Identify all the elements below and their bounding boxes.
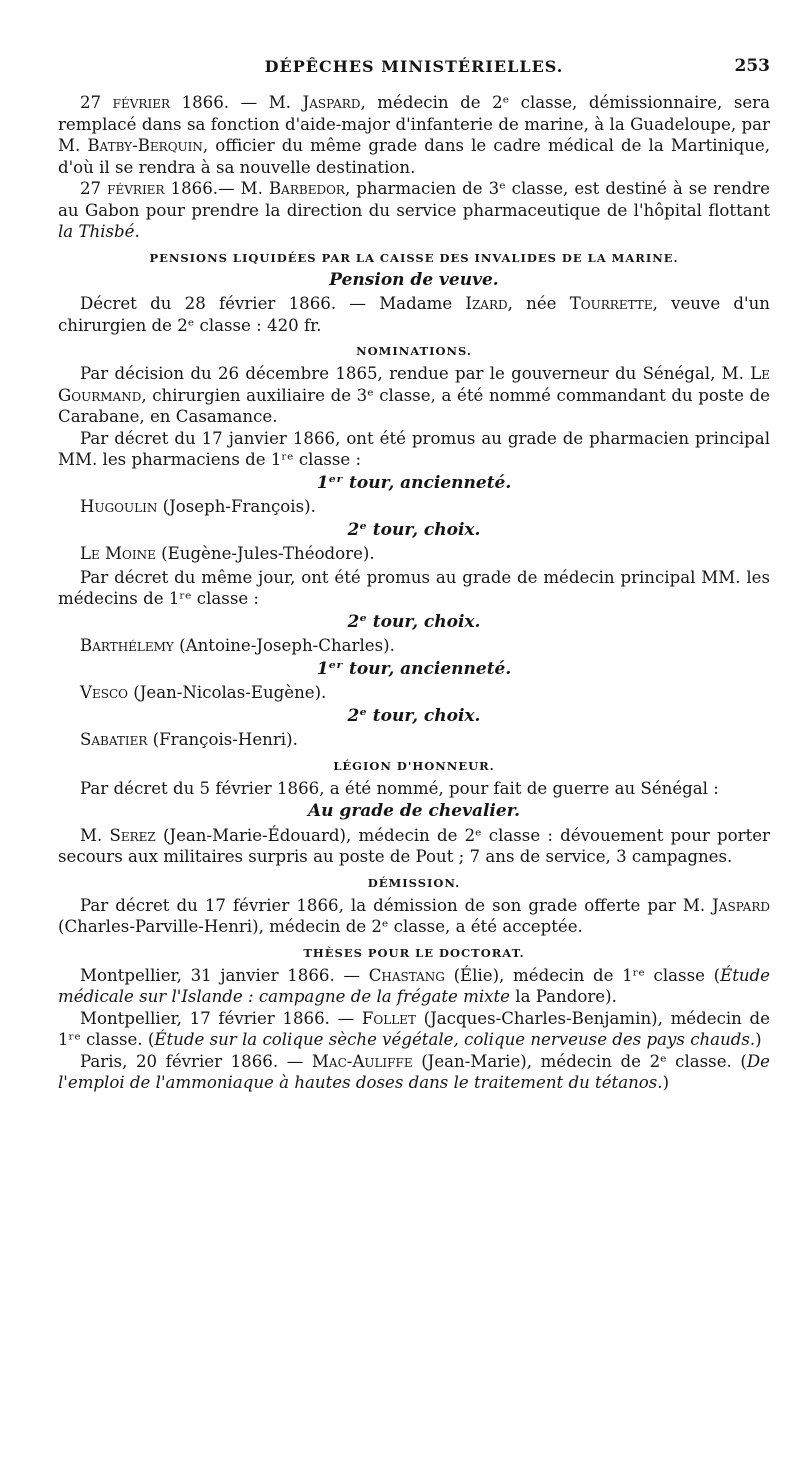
text: M. bbox=[80, 825, 110, 845]
paragraph-pharmaciens: Par décret du 17 janvier 1866, ont été promus au grade de pharmacien principal MM. les pharmaciens de 1ʳᵉ classe : bbox=[58, 428, 770, 469]
thesis-title: De l'emploi de l'ammoniaque à hautes doses dans le traitement du tétanos. bbox=[58, 1051, 770, 1092]
subheading-chevalier: Au grade de chevalier. bbox=[307, 801, 521, 821]
person-name: Follet bbox=[361, 1008, 416, 1028]
text: Montpellier, 17 février 1866. — bbox=[80, 1008, 362, 1028]
text: Par décision du 26 décembre 1865, rendue par le gouverneur du Sénégal, M. bbox=[80, 364, 751, 383]
person-name: Vesco bbox=[80, 683, 128, 702]
person-name: Chastang bbox=[368, 965, 445, 985]
person-name: Batby-Berquin bbox=[87, 136, 203, 155]
text: , née bbox=[507, 294, 570, 313]
list-item bbox=[80, 729, 770, 751]
text: Par décret du 17 février 1866, la démission de son grade offerte par M. bbox=[80, 895, 713, 915]
text: ) bbox=[662, 1073, 670, 1092]
text: (Charles-Parville-Henri), médecin de 2ᵉ classe, a été acceptée. bbox=[58, 917, 583, 936]
text: (Jean-Marie-Édouard), médecin de 2ᵉ classe : dévouement pour porter secours aux militaires surpris au poste de Pout ; 7 ans de service, 3 campagnes. bbox=[58, 825, 770, 866]
person-name: Barthélemy bbox=[80, 636, 174, 655]
subheading-tour: 1ᵉʳ tour, ancienneté. bbox=[316, 472, 512, 493]
paragraph-barbedor bbox=[58, 178, 770, 243]
text: Décret du 28 février 1866. — Madame bbox=[80, 294, 466, 313]
person-name: Le Gourmand bbox=[58, 364, 770, 405]
section-heading-nominations: NOMINATIONS. bbox=[356, 344, 472, 358]
paragraph-serez bbox=[58, 825, 770, 868]
subheading-tour: 2ᵉ tour, choix. bbox=[347, 519, 481, 540]
ship-name: la Thisbé bbox=[58, 222, 135, 241]
person-name: Jaspard bbox=[712, 895, 770, 915]
person-name: Sabatier bbox=[80, 730, 148, 749]
date: 27 février 1866. bbox=[80, 179, 219, 198]
person-name: Mac-Auliffe bbox=[311, 1051, 413, 1071]
text: (Antoine-Joseph-Charles). bbox=[173, 636, 395, 655]
paragraph-thesis-mac-auliffe bbox=[58, 1051, 770, 1094]
paragraph-thesis-chastang bbox=[58, 965, 770, 1008]
person-name: Barbedor bbox=[268, 179, 345, 198]
paragraph-le-gourmand bbox=[58, 363, 770, 428]
paragraph-jaspard-replacement bbox=[58, 92, 770, 178]
text: — M. bbox=[218, 179, 269, 198]
page-number: 253 bbox=[734, 56, 770, 76]
text: (Eugène-Jules-Théodore). bbox=[155, 544, 375, 563]
subheading-tour: 2ᵉ tour, choix. bbox=[347, 611, 481, 632]
subheading-pension-veuve: Pension de veuve. bbox=[329, 269, 499, 290]
text: (Jean-Marie), médecin de 2ᵉ classe. ( bbox=[412, 1051, 747, 1071]
text: — M. bbox=[229, 93, 303, 112]
paragraph-demission bbox=[58, 895, 770, 938]
paragraph-medecins: Par décret du même jour, ont été promus au grade de médecin principal MM. les médecins de 1ʳᵉ classe : bbox=[58, 567, 770, 608]
person-name: Serez bbox=[109, 825, 156, 845]
list-item bbox=[80, 543, 770, 565]
text: , pharmacien de 3ᵉ classe, est destiné à se rendre au Gabon pour prendre la direction du service pharmaceutique de l'hôpital flottant bbox=[58, 179, 770, 220]
text: (Élie), médecin de 1ʳᵉ classe ( bbox=[444, 965, 721, 985]
section-heading-demission: DÉMISSION. bbox=[367, 875, 461, 890]
text: , médecin de 2ᵉ classe, démissionnaire, sera remplacé dans sa fonction d'aide-major d'infanterie de marine, à la Guadeloupe, par M. bbox=[58, 93, 770, 155]
text: Montpellier, 31 janvier 1866. — bbox=[80, 965, 369, 985]
thesis-title: Étude médicale sur l'Islande : campagne de la frégate mixte bbox=[58, 965, 770, 1006]
person-name: Izard bbox=[465, 294, 508, 313]
paragraph-legion-decree: Par décret du 5 février 1866, a été nommé, pour fait de guerre au Sénégal : bbox=[80, 778, 719, 798]
document-page bbox=[58, 56, 770, 1094]
text: , officier du même grade dans le cadre médical de la Martinique, d'où il se rendra à sa nouvelle destination. bbox=[58, 136, 771, 177]
list-item bbox=[80, 496, 770, 518]
section-heading-pensions: PENSIONS LIQUIDÉES PAR LA CAISSE DES INVALIDES DE LA MARINE. bbox=[149, 250, 679, 265]
text: (Jean-Nicolas-Eugène). bbox=[127, 683, 327, 702]
list-item bbox=[80, 635, 770, 657]
text: (Jacques-Charles-Benjamin), médecin de 1ʳᵉ classe. ( bbox=[58, 1008, 770, 1049]
subheading-tour: 1ᵉʳ tour, ancienneté. bbox=[316, 658, 512, 679]
page-title: DÉPÊCHES MINISTÉRIELLES. bbox=[264, 57, 564, 76]
text: (Joseph-François). bbox=[157, 497, 316, 516]
person-name: Tourrette bbox=[569, 294, 653, 313]
text: ) bbox=[755, 1030, 762, 1049]
subheading-tour: 2ᵉ tour, choix. bbox=[347, 705, 481, 726]
section-heading-legion: LÉGION D'HONNEUR. bbox=[333, 758, 495, 773]
text: Paris, 20 février 1866. — bbox=[80, 1051, 312, 1071]
section-heading-theses: THÈSES POUR LE DOCTORAT. bbox=[303, 945, 525, 960]
text: , veuve d'un chirurgien de 2ᵉ classe : 420 fr. bbox=[58, 294, 770, 335]
running-header bbox=[58, 56, 770, 82]
person-name: Jaspard bbox=[302, 93, 361, 112]
thesis-title: Étude sur la colique sèche végétale, colique nerveuse des pays chauds. bbox=[154, 1030, 756, 1049]
paragraph-thesis-follet bbox=[58, 1008, 770, 1051]
person-name: Hugoulin bbox=[80, 497, 158, 516]
person-name: Le Moine bbox=[80, 544, 156, 563]
text: (François-Henri). bbox=[147, 730, 298, 749]
text: la Pandore). bbox=[510, 987, 617, 1006]
text: , chirurgien auxiliaire de 3ᵉ classe, a été nommé commandant du poste de Carabane, en Casamance. bbox=[58, 385, 770, 426]
paragraph-pension bbox=[58, 293, 770, 336]
list-item bbox=[80, 682, 770, 704]
date: 27 février 1866. bbox=[80, 93, 230, 112]
text: . bbox=[134, 222, 140, 241]
